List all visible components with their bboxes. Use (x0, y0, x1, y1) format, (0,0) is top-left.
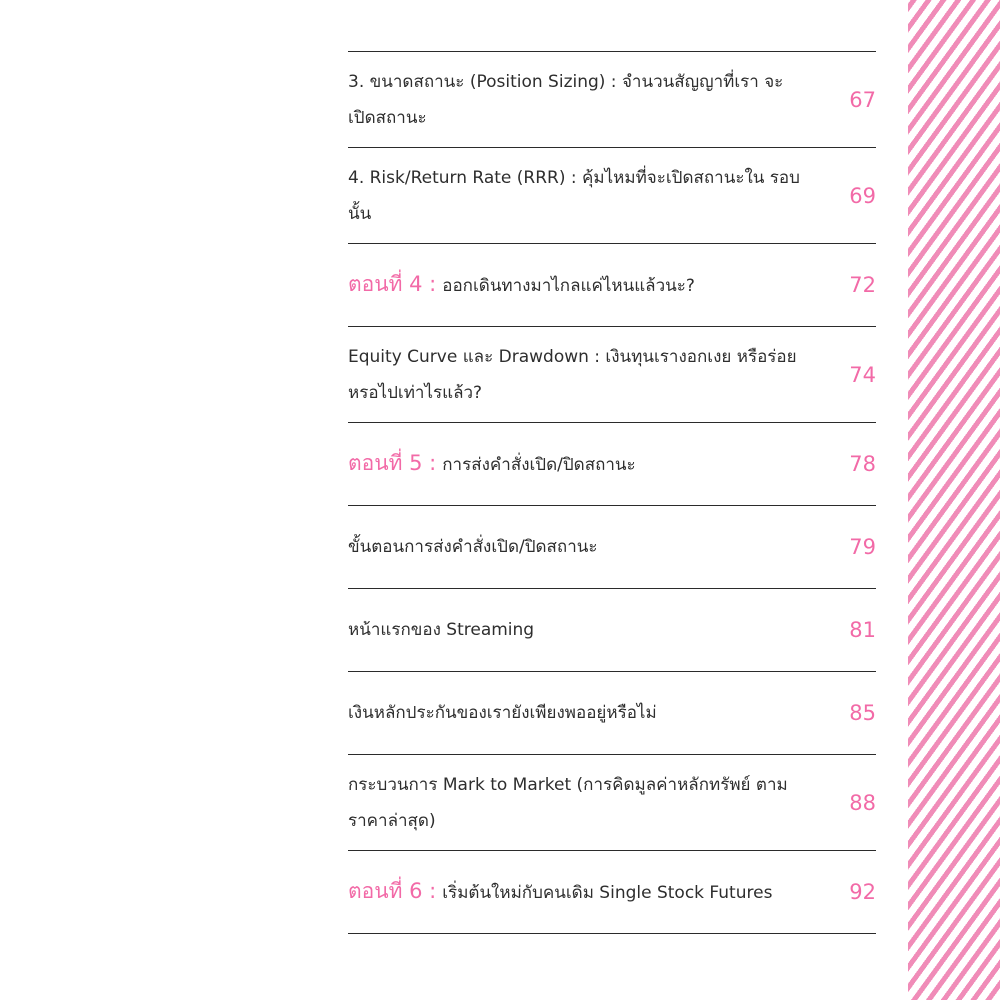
chapter-label: ตอนที่ 6 : (348, 879, 437, 903)
toc-chapter-entry (348, 851, 876, 934)
entry-page-number: 85 (849, 701, 876, 725)
entry-title: 4. Risk/Return Rate (RRR) : คุ้มไหมที่จะเปิดสถานะใน รอบนั้น (348, 167, 800, 224)
chapter-title (348, 266, 808, 304)
chapter-title (348, 873, 808, 911)
toc-chapter-entry (348, 244, 876, 327)
toc-entry (348, 52, 876, 148)
chapter-heading: ออกเดินทางมาไกลแค่ไหนแล้วนะ? (442, 276, 695, 296)
table-of-contents (348, 51, 876, 934)
entry-page-number: 78 (849, 452, 876, 476)
entry-title: Equity Curve และ Drawdown : เงินทุนเรางอกเงย หรือร่อยหรอไปเท่าไรแล้ว? (348, 346, 797, 403)
toc-entry (348, 327, 876, 423)
entry-title: กระบวนการ Mark to Market (การคิดมูลค่าหลักทรัพย์ ตามราคาล่าสุด) (348, 774, 788, 831)
entry-page-number: 81 (849, 618, 876, 642)
entry-page-number: 69 (849, 183, 876, 208)
chapter-title (348, 445, 808, 483)
chapter-label: ตอนที่ 4 : (348, 272, 437, 296)
toc-entry (348, 672, 876, 755)
entry-page-number: 74 (849, 362, 876, 387)
entry-page-number: 92 (849, 880, 876, 904)
toc-entry (348, 506, 876, 589)
entry-page-number: 79 (849, 535, 876, 559)
toc-chapter-entry (348, 423, 876, 506)
entry-page-number: 72 (849, 273, 876, 297)
chapter-heading: เริ่มต้นใหม่กับคนเดิม Single Stock Futures (442, 883, 773, 903)
entry-title: ขั้นตอนการส่งคำสั่งเปิด/ปิดสถานะ (348, 537, 598, 557)
entry-page-number: 88 (849, 790, 876, 815)
decorative-stripes (908, 0, 1000, 1000)
entry-title: 3. ขนาดสถานะ (Position Sizing) : จำนวนสัญญาที่เรา จะเปิดสถานะ (348, 71, 784, 128)
chapter-heading: การส่งคำสั่งเปิด/ปิดสถานะ (442, 455, 636, 475)
entry-title: เงินหลักประกันของเรายังเพียงพออยู่หรือไม่ (348, 703, 657, 723)
chapter-label: ตอนที่ 5 : (348, 451, 437, 475)
toc-entry (348, 148, 876, 244)
toc-entry (348, 589, 876, 672)
entry-page-number: 67 (849, 87, 876, 112)
toc-entry (348, 755, 876, 851)
entry-title: หน้าแรกของ Streaming (348, 620, 535, 640)
